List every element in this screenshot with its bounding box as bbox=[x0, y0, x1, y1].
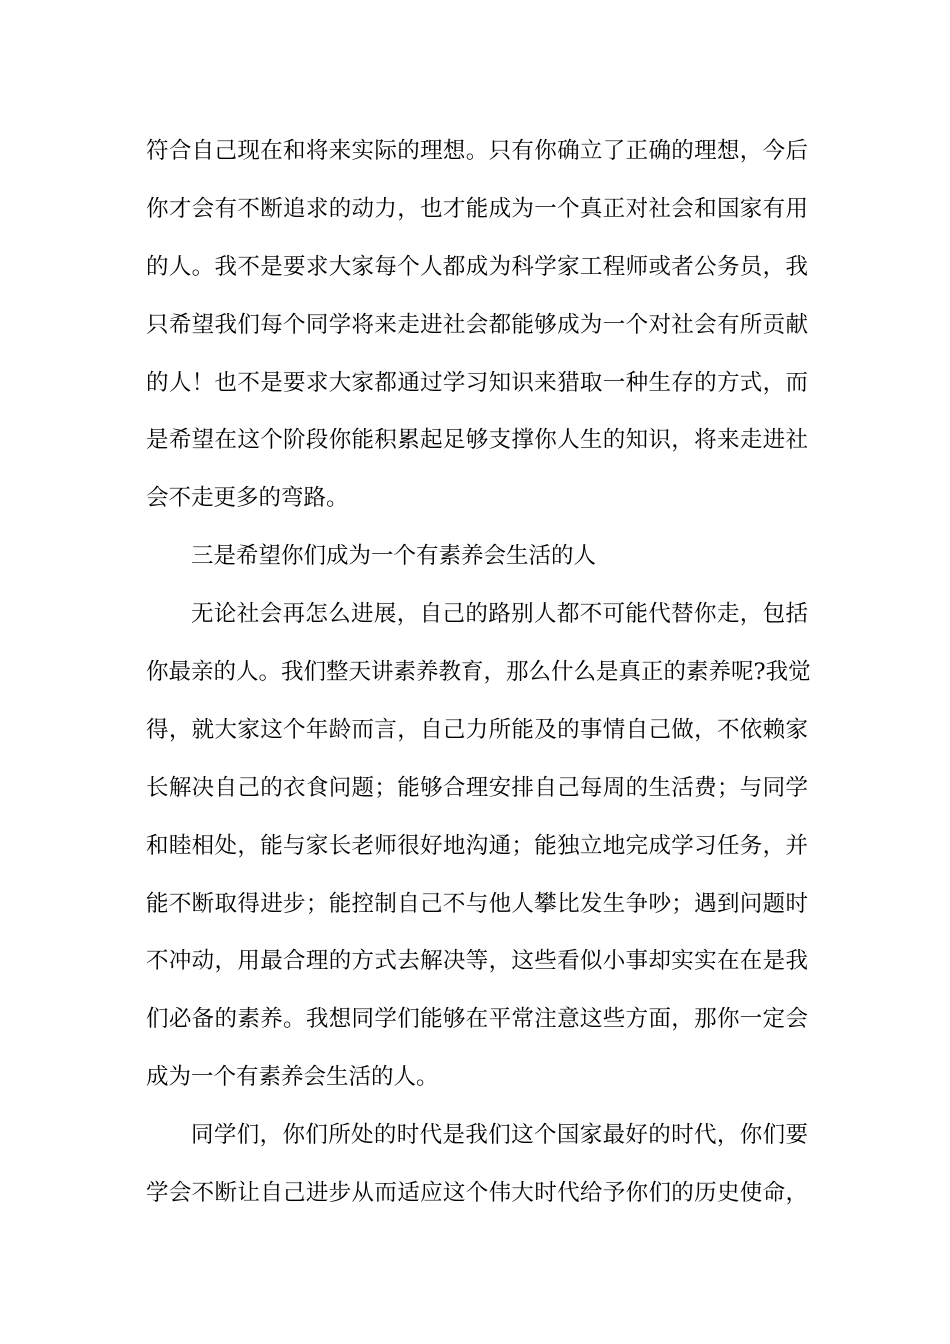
section-heading: 三是希望你们成为一个有素养会生活的人 bbox=[191, 543, 597, 570]
text-line: 长解决自己的衣食问题；能够合理安排自己每周的生活费；与同学 bbox=[146, 774, 808, 801]
text-line: 是希望在这个阶段你能积累起足够支撑你人生的知识，将来走进社 bbox=[146, 427, 808, 454]
text-line: 得，就大家这个年龄而言，自己力所能及的事情自己做，不依赖家 bbox=[146, 716, 808, 743]
paragraph-first-line: 同学们，你们所处的时代是我们这个国家最好的时代，你们要 bbox=[191, 1122, 808, 1149]
text-line: 学会不断让自己进步从而适应这个伟大时代给予你们的历史使命， bbox=[146, 1180, 808, 1207]
text-line: 和睦相处，能与家长老师很好地沟通；能独立地完成学习任务，并 bbox=[146, 832, 808, 859]
document-body bbox=[146, 123, 811, 1223]
paragraph-first-line: 无论社会再怎么进展，自己的路别人都不可能代替你走，包括 bbox=[191, 601, 808, 628]
text-line: 成为一个有素养会生活的人。 bbox=[146, 1064, 439, 1091]
text-line: 们必备的素养。我想同学们能够在平常注意这些方面，那你一定会 bbox=[146, 1006, 808, 1033]
text-line: 能不断取得进步；能控制自己不与他人攀比发生争吵；遇到问题时 bbox=[146, 890, 808, 917]
text-line: 你才会有不断追求的动力，也才能成为一个真正对社会和国家有用 bbox=[146, 195, 808, 222]
text-line: 只希望我们每个同学将来走进社会都能够成为一个对社会有所贡献 bbox=[146, 311, 808, 338]
text-line: 的人。我不是要求大家每个人都成为科学家工程师或者公务员，我 bbox=[146, 253, 808, 280]
text-line: 的人！也不是要求大家都通过学习知识来猎取一种生存的方式，而 bbox=[146, 369, 808, 396]
text-line: 符合自己现在和将来实际的理想。只有你确立了正确的理想，今后 bbox=[146, 138, 808, 164]
text-line: 会不走更多的弯路。 bbox=[146, 485, 349, 512]
text-line: 你最亲的人。我们整天讲素养教育，那么什么是真正的素养呢?我觉 bbox=[146, 659, 811, 686]
text-line: 不冲动，用最合理的方式去解决等，这些看似小事却实实在在是我 bbox=[146, 948, 808, 975]
